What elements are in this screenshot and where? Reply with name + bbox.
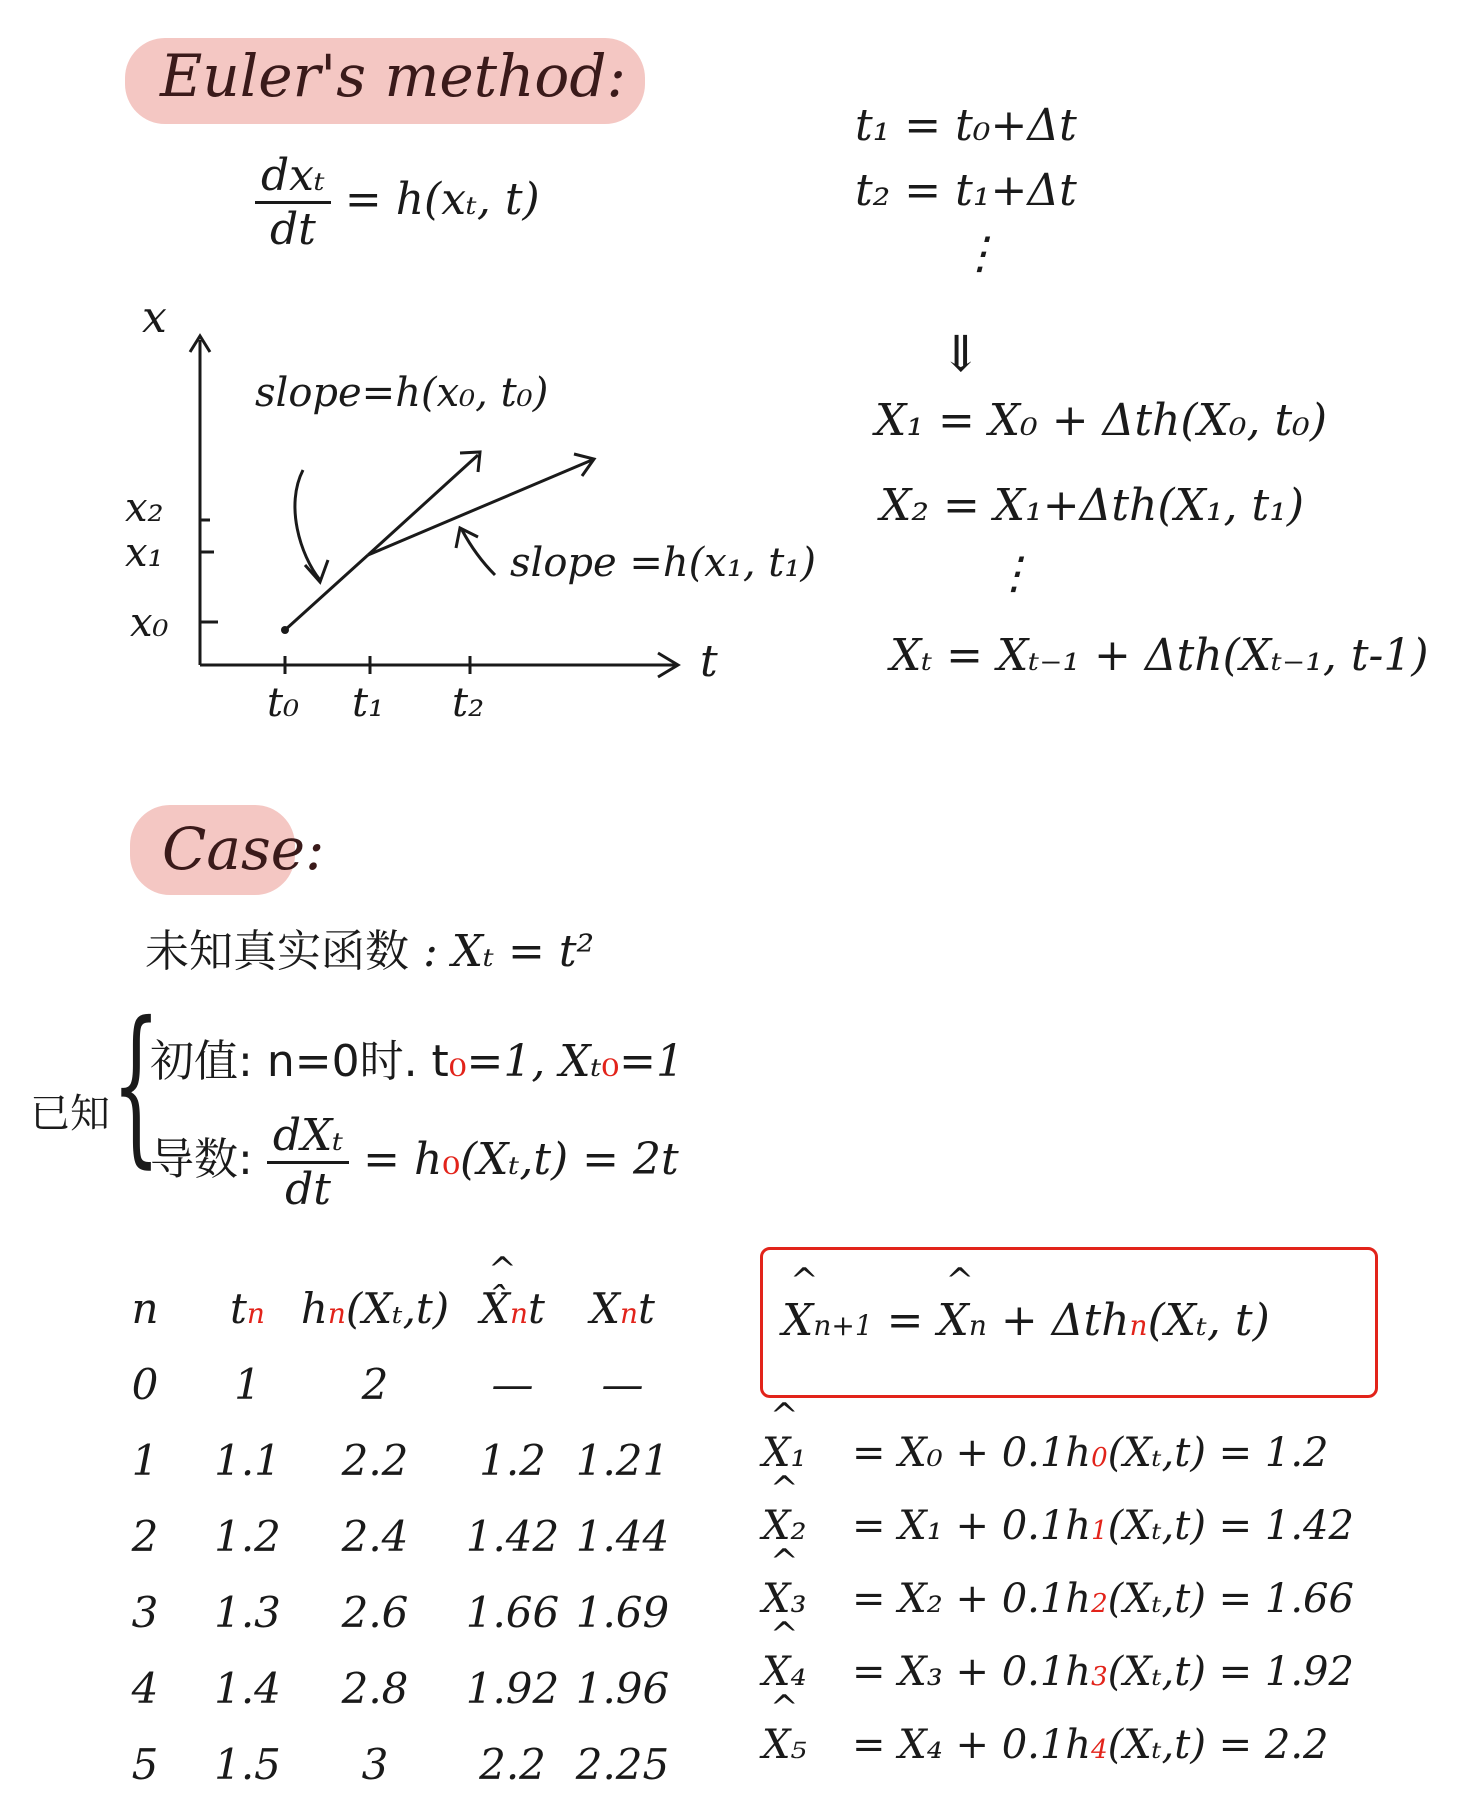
formula-rhs2-sub: n: [1129, 1309, 1148, 1342]
table-cell: 2.4: [341, 1511, 409, 1561]
iteration-rhs-b: (Xₜ,t) = 2.2: [1107, 1722, 1329, 1768]
ode-equation: [255, 150, 540, 255]
table-cell: 1.2: [214, 1511, 281, 1561]
iteration-lhs: ^ X₂: [762, 1503, 852, 1549]
derivative-rhs1: = h: [363, 1134, 443, 1185]
table-cell: 2.8: [341, 1663, 409, 1713]
table-row: [90, 1498, 675, 1574]
euler-graph: [100, 290, 760, 750]
table-cell: —: [601, 1359, 644, 1409]
iteration-rhs-b: (Xₜ,t) = 1.2: [1107, 1430, 1329, 1476]
ode-fraction: [255, 150, 331, 255]
table-cell: 1.1: [214, 1435, 281, 1485]
formula-eq: =: [886, 1295, 924, 1346]
graph-slope0-label: slope=h(x₀, t₀): [255, 370, 549, 416]
header-hn: hn(Xₜ,t): [300, 1283, 450, 1333]
iteration-rhs-b: (Xₜ,t) = 1.92: [1107, 1649, 1354, 1695]
iteration-h-subscript: 3: [1091, 1662, 1108, 1692]
graph-tick-t1: t₁: [352, 680, 385, 726]
table-row: [90, 1422, 675, 1498]
derivative: [150, 1110, 679, 1215]
table-cell: 1.69: [575, 1587, 670, 1637]
table-cell: 1.5: [214, 1739, 281, 1789]
graph-tick-x1: x₁: [125, 530, 164, 576]
table-cell: 2: [131, 1511, 159, 1561]
step-x1: X₁ = X₀ + Δth(X₀, t₀): [875, 395, 1327, 446]
iteration-h-subscript: 1: [1091, 1516, 1108, 1546]
iteration-rhs-a: = X₂ + 0.1h: [852, 1576, 1092, 1622]
initial-value-label: 初值:: [150, 1036, 253, 1087]
table-row: [90, 1650, 675, 1726]
update-formula: [782, 1295, 1270, 1346]
ode-denominator: dt: [269, 204, 316, 255]
iteration-rhs-a: = X₁ + 0.1h: [852, 1503, 1092, 1549]
initial-value-text2: =1, Xₜ: [466, 1036, 602, 1087]
table-cell: 0: [131, 1359, 159, 1409]
initial-value-sub: ₀: [448, 1036, 467, 1087]
table-cell: 2: [361, 1359, 389, 1409]
slope1-pointer: [462, 530, 495, 575]
iteration-rhs-a: = X₀ + 0.1h: [852, 1430, 1092, 1476]
formula-lhs: ^ X: [782, 1295, 813, 1346]
table-body: [90, 1346, 675, 1802]
derivative-numerator: dXₜ: [267, 1110, 349, 1164]
initial-value-text: n=0时. t: [266, 1036, 449, 1087]
header-x: Xnt: [590, 1283, 655, 1333]
slope0-pointer: [295, 470, 320, 580]
iteration-table: [90, 1270, 675, 1802]
table-cell: 2.2: [479, 1739, 546, 1789]
table-cell: 5: [131, 1739, 159, 1789]
graph-tick-x2: x₂: [125, 485, 164, 531]
graph-slope1-label: slope =h(x₁, t₁): [510, 540, 817, 586]
graph-tick-t2: t₂: [452, 680, 485, 726]
true-function-label: 未知真实函数: [145, 926, 409, 977]
table-cell: 2.6: [341, 1587, 409, 1637]
iteration-line: [762, 1503, 1354, 1549]
table-cell: 2.25: [575, 1739, 670, 1789]
iteration-h-subscript: 2: [1091, 1589, 1108, 1619]
step-vdots2: ⋮: [992, 548, 1036, 599]
iteration-line: [762, 1722, 1329, 1768]
table-cell: 1.44: [575, 1511, 670, 1561]
formula-rhs2: + Δth: [1000, 1295, 1130, 1346]
implies-arrow: ⇓: [940, 325, 982, 383]
table-cell: 1.66: [465, 1587, 560, 1637]
iteration-h-subscript: 0: [1091, 1443, 1108, 1473]
iteration-rhs-b: (Xₜ,t) = 1.66: [1107, 1576, 1354, 1622]
formula-rhs3: (Xₜ, t): [1147, 1295, 1270, 1346]
step-t1: t₁ = t₀+Δt: [855, 100, 1077, 151]
initial-value-text3: =1: [619, 1036, 684, 1087]
iteration-line: [762, 1576, 1354, 1622]
formula-lhs-sub: n+1: [813, 1309, 873, 1342]
table-cell: 1: [131, 1435, 159, 1485]
iteration-line: [762, 1430, 1329, 1476]
derivative-label: 导数:: [150, 1134, 253, 1185]
step-vdots: ⋮: [958, 228, 1002, 279]
iteration-lhs: ^ X₁: [762, 1430, 852, 1476]
table-cell: 2.2: [341, 1435, 409, 1485]
formula-rhs1: ^ X: [938, 1295, 969, 1346]
iteration-line: [762, 1649, 1354, 1695]
table-row: [90, 1574, 675, 1650]
header-n: n: [131, 1283, 159, 1333]
table-cell: 1.3: [214, 1587, 281, 1637]
ode-numerator: dxₜ: [255, 150, 331, 204]
table-cell: 1.42: [465, 1511, 560, 1561]
derivative-sub: ₀: [442, 1134, 461, 1185]
step-xt: Xₜ = Xₜ₋₁ + Δth(Xₜ₋₁, t-1): [890, 630, 1429, 681]
known-brace: {: [111, 986, 161, 1184]
table-cell: 1: [234, 1359, 261, 1409]
initial-value: [150, 1025, 684, 1089]
known-label: 已知: [30, 1091, 110, 1137]
graph-tick-t0: t₀: [267, 680, 300, 726]
iteration-rhs-b: (Xₜ,t) = 1.42: [1107, 1503, 1354, 1549]
true-function-expr: : Xₜ = t²: [423, 926, 595, 977]
derivative-fraction: [267, 1110, 349, 1215]
table-cell: 1.96: [575, 1663, 670, 1713]
table-cell: 1.2: [479, 1435, 546, 1485]
graph-y-label: x: [142, 292, 167, 343]
iteration-rhs-a: = X₃ + 0.1h: [852, 1649, 1092, 1695]
header-xhat: ^ X̂nt: [455, 1270, 570, 1346]
step-t2: t₂ = t₁+Δt: [855, 165, 1077, 216]
iteration-lhs: ^ X₄: [762, 1649, 852, 1695]
section-title: Euler's method:: [160, 42, 627, 110]
derivative-rhs2: (Xₜ,t) = 2t: [460, 1134, 679, 1185]
table-cell: 4: [131, 1663, 159, 1713]
case-title: Case:: [162, 815, 325, 883]
table-row: [90, 1346, 675, 1422]
derivative-denominator: dt: [285, 1164, 331, 1215]
formula-rhs1-sub: n: [968, 1309, 987, 1342]
ode-rhs: = h(xₜ, t): [344, 174, 540, 225]
iteration-lhs: ^ X₅: [762, 1722, 852, 1768]
table-row: [90, 1726, 675, 1802]
iteration-lhs: ^ X₃: [762, 1576, 852, 1622]
table-header-row: [90, 1270, 675, 1346]
iteration-rhs-a: = X₄ + 0.1h: [852, 1722, 1092, 1768]
graph-tick-x0: x₀: [130, 600, 169, 646]
table-cell: 1.4: [214, 1663, 281, 1713]
iteration-h-subscript: 4: [1091, 1735, 1108, 1765]
true-function: [145, 915, 594, 979]
table-cell: 3: [131, 1587, 159, 1637]
step-x2: X₂ = X₁+Δth(X₁, t₁): [880, 480, 1305, 531]
table-cell: 1.92: [465, 1663, 560, 1713]
table-cell: —: [491, 1359, 534, 1409]
segment-2-steep: [368, 455, 478, 555]
table-cell: 3: [361, 1739, 389, 1789]
header-tn: tn: [230, 1283, 265, 1333]
table-cell: 1.21: [575, 1435, 670, 1485]
graph-x-label: t: [700, 636, 718, 687]
initial-value-sub2: ₀: [601, 1036, 620, 1087]
